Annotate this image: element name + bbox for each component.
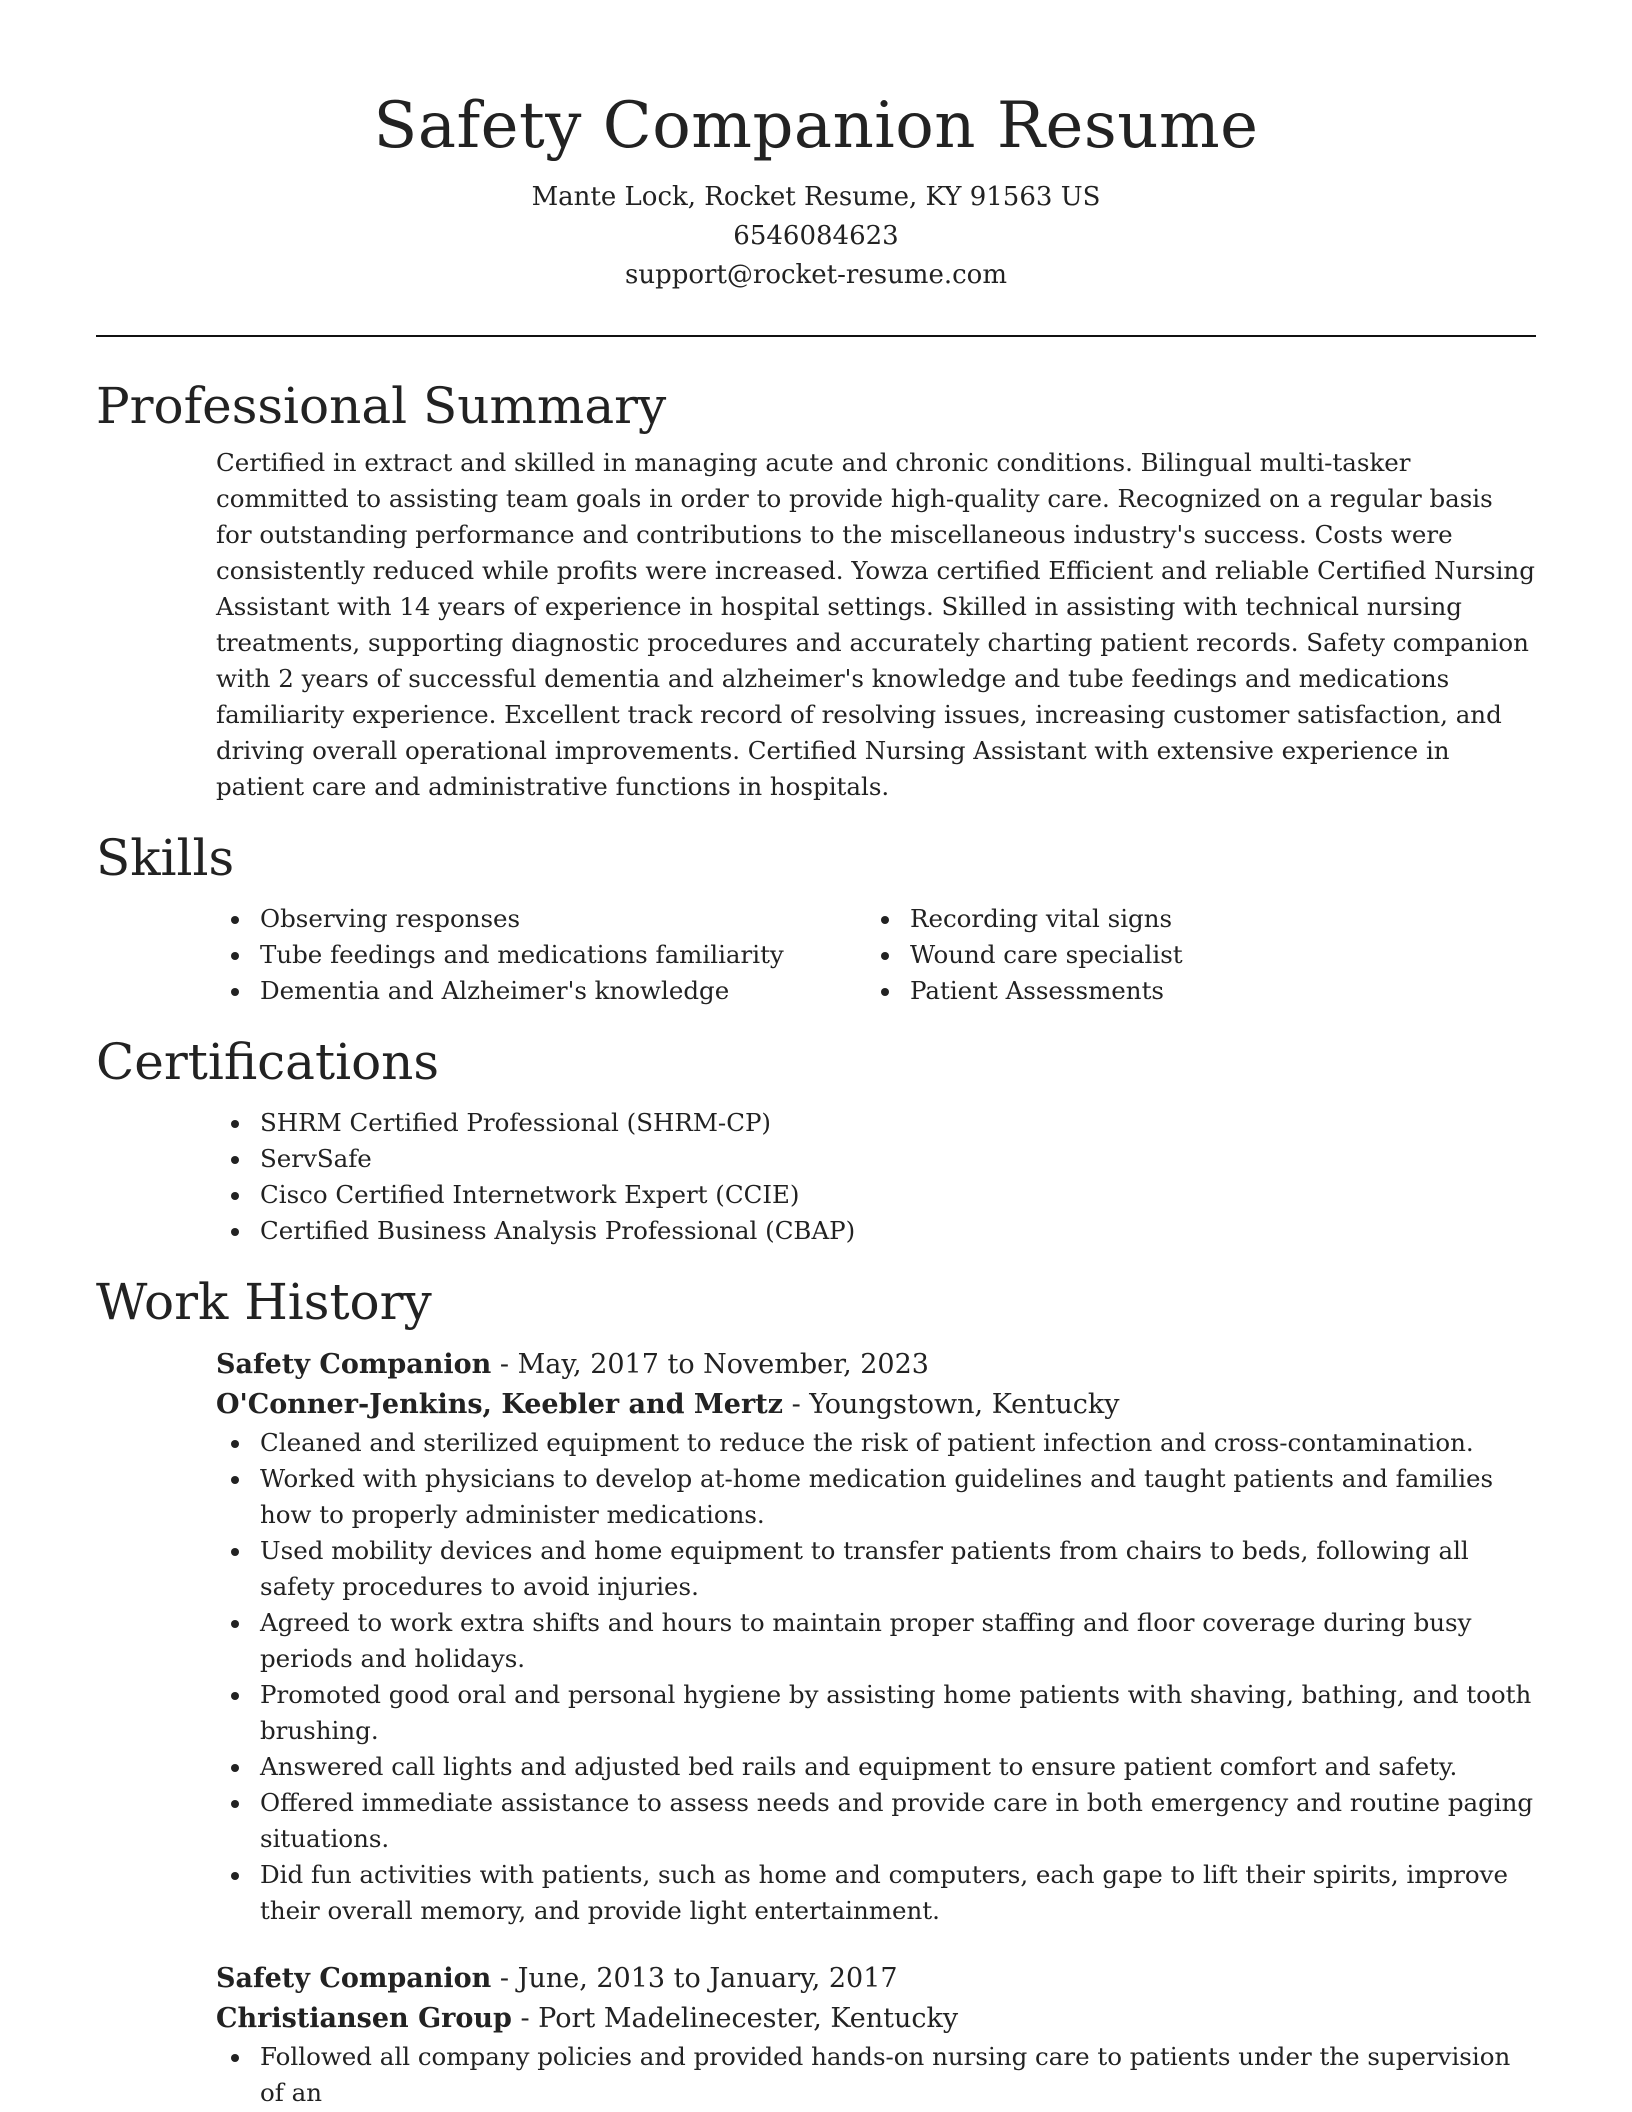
job-company: Christiansen Group xyxy=(216,2003,512,2034)
certification-item: ServSafe xyxy=(216,1141,1536,1177)
skills-heading: Skills xyxy=(96,829,235,887)
job-title: Safety Companion xyxy=(216,1963,492,1994)
certifications-list xyxy=(216,1105,1536,1249)
job-bullet: Cleaned and sterilized equipment to reduce the risk of patient infection and cross-contamination. xyxy=(216,1425,1536,1461)
job-bullet: Offered immediate assistance to assess needs and provide care in both emergency and routine paging situations. xyxy=(216,1785,1536,1857)
certifications-section xyxy=(216,1105,1536,1249)
job-bullet: Agreed to work extra shifts and hours to maintain proper staffing and floor coverage during busy periods and holidays. xyxy=(216,1605,1536,1677)
summary-text: Certified in extract and skilled in managing acute and chronic conditions. Bilingual multi-tasker committed to assisting team goals in order to provide high-quality care. Recognized on a regular basis for outstanding performance and contributions to the miscellaneous industry's success. Costs were consistently reduced while profits were increased. Yowza certified Efficient and reliable Certified Nursing Assistant with 14 years of experience in hospital settings. Skilled in assisting with technical nursing treatments, supporting diagnostic procedures and accurately charting patient records. Safety companion with 2 years of successful dementia and alzheimer's knowledge and tube feedings and medications familiarity experience. Excellent track record of resolving issues, increasing customer satisfaction, and driving overall operational improvements. Certified Nursing Assistant with extensive experience in patient care and administrative functions in hospitals. xyxy=(216,448,1535,801)
skills-list-left xyxy=(216,901,866,1009)
job-title-line xyxy=(216,1959,1536,1999)
job-employer-line xyxy=(216,1999,1536,2039)
skill-item: Recording vital signs xyxy=(866,901,1516,937)
skill-item: Observing responses xyxy=(216,901,866,937)
job-location: - Port Madelinecester, Kentucky xyxy=(511,2003,959,2034)
contact-block xyxy=(96,178,1536,295)
contact-address: Mante Lock, Rocket Resume, KY 91563 US xyxy=(531,182,1101,212)
summary-section xyxy=(216,445,1536,805)
job-dates: - May, 2017 to November, 2023 xyxy=(491,1349,929,1380)
certification-item: SHRM Certified Professional (SHRM-CP) xyxy=(216,1105,1536,1141)
job-entry xyxy=(216,1959,1536,2111)
job-bullet: Worked with physicians to develop at-home medication guidelines and taught patients and families how to properly administer medications. xyxy=(216,1461,1536,1533)
resume-title: Safety Companion Resume xyxy=(373,89,1259,163)
resume-page xyxy=(96,0,1536,2111)
resume-header xyxy=(96,0,1536,295)
skills-list-right xyxy=(866,901,1516,1009)
summary-heading: Professional Summary xyxy=(96,377,667,435)
certification-item: Cisco Certified Internetwork Expert (CCIE) xyxy=(216,1177,1536,1213)
certifications-heading: Certifications xyxy=(96,1033,440,1091)
job-location: - Youngstown, Kentucky xyxy=(783,1389,1120,1420)
job-entry xyxy=(216,1345,1536,1929)
contact-email: support@rocket-resume.com xyxy=(624,260,1007,290)
job-bullet: Answered call lights and adjusted bed rails and equipment to ensure patient comfort and safety. xyxy=(216,1749,1536,1785)
job-bullet: Followed all company policies and provided hands-on nursing care to patients under the supervision of an xyxy=(216,2039,1536,2111)
job-bullet: Did fun activities with patients, such as home and computers, each gape to lift their spirits, improve their overall memory, and provide light entertainment. xyxy=(216,1857,1536,1929)
work-history-heading: Work History xyxy=(96,1273,432,1331)
job-bullet: Used mobility devices and home equipment to transfer patients from chairs to beds, following all safety procedures to avoid injuries. xyxy=(216,1533,1536,1605)
header-divider xyxy=(96,335,1536,337)
job-title: Safety Companion xyxy=(216,1349,492,1380)
job-bullet: Promoted good oral and personal hygiene by assisting home patients with shaving, bathing, and tooth brushing. xyxy=(216,1677,1536,1749)
skill-item: Wound care specialist xyxy=(866,937,1516,973)
skill-item: Dementia and Alzheimer's knowledge xyxy=(216,973,866,1009)
skills-section xyxy=(216,901,1536,1009)
job-title-line xyxy=(216,1345,1536,1385)
certification-item: Certified Business Analysis Professional (CBAP) xyxy=(216,1213,1536,1249)
job-employer-line xyxy=(216,1385,1536,1425)
job-bullets xyxy=(216,1425,1536,1929)
job-bullets xyxy=(216,2039,1536,2111)
contact-phone: 6546084623 xyxy=(733,221,899,251)
skill-item: Tube feedings and medications familiarity xyxy=(216,937,866,973)
job-company: O'Conner-Jenkins, Keebler and Mertz xyxy=(216,1389,783,1420)
skill-item: Patient Assessments xyxy=(866,973,1516,1009)
job-dates: - June, 2013 to January, 2017 xyxy=(491,1963,898,1994)
